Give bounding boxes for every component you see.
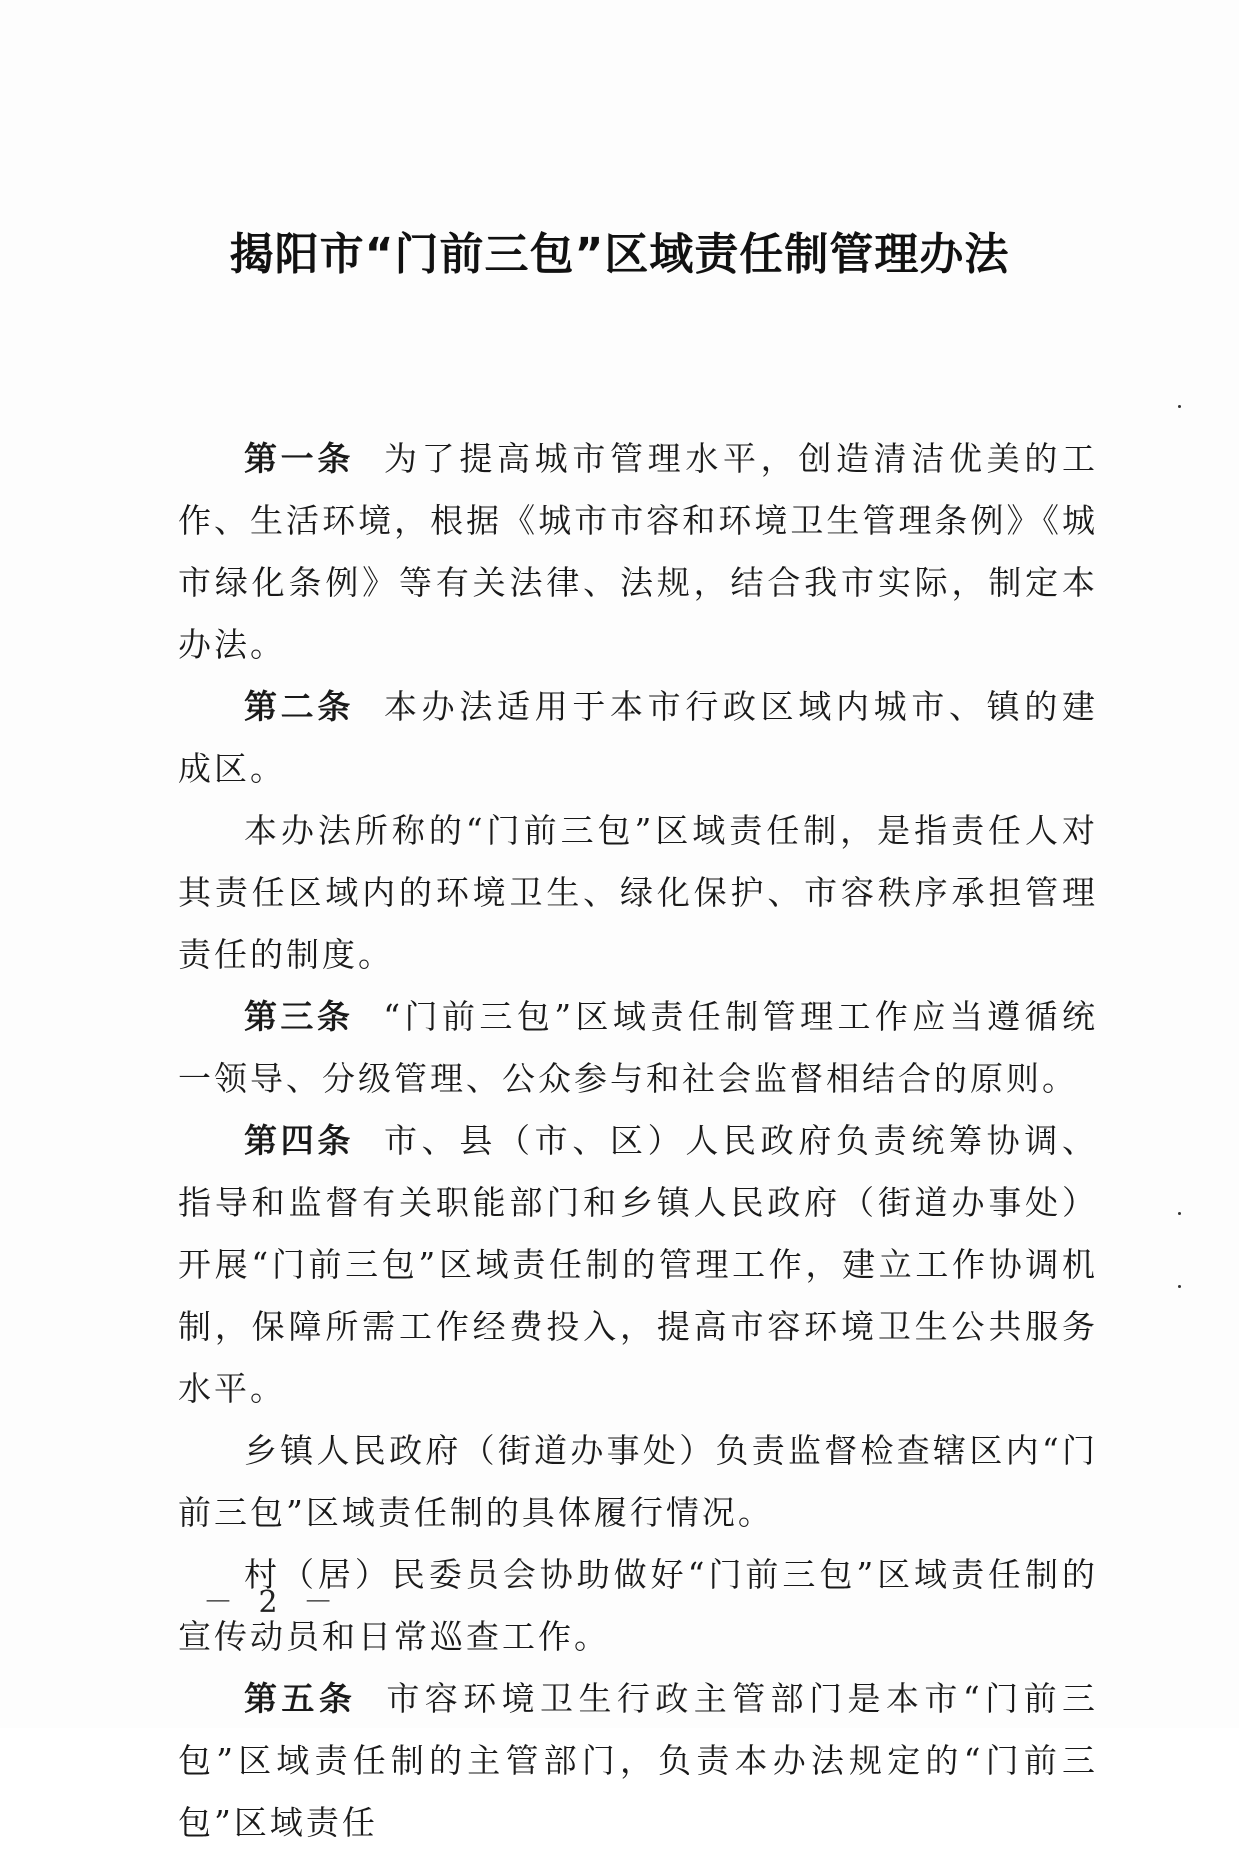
scan-speck: [1178, 405, 1181, 408]
paragraph-text: “门前三包”区域责任制管理工作应当遵循统一领导、分级管理、公众参与和社会监督相结合的原则。: [178, 997, 1098, 1098]
article-label: 第四条: [244, 1121, 354, 1160]
scan-speck: [1178, 1285, 1181, 1288]
paragraph-article-2: [178, 676, 1098, 800]
paragraph-text: 本办法所称的“门前三包”区域责任制，是指责任人对其责任区域内的环境卫生、绿化保护、市容秩序承担管理责任的制度。: [178, 811, 1098, 974]
document-body: [178, 428, 1098, 1854]
article-label: 第一条: [244, 439, 354, 478]
paragraph-text: 市、县（市、区）人民政府负责统筹协调、指导和监督有关职能部门和乡镇人民政府（街道办事处）开展“门前三包”区域责任制的管理工作，建立工作协调机制，保障所需工作经费投入，提高市容环境卫生公共服务水平。: [178, 1121, 1098, 1408]
article-label: 第五条: [244, 1679, 357, 1718]
article-label: 第二条: [244, 687, 354, 726]
paragraph-article-3: [178, 986, 1098, 1110]
paragraph-article-2-definition: [178, 800, 1098, 986]
scan-speck: [1178, 1212, 1181, 1215]
article-label: 第三条: [244, 997, 354, 1036]
paragraph-text: 市容环境卫生行政主管部门是本市“门前三包”区域责任制的主管部门，负责本办法规定的“门前三包”区域责任: [178, 1679, 1099, 1842]
paragraph-text: 村（居）民委员会协助做好“门前三包”区域责任制的宣传动员和日常巡查工作。: [178, 1555, 1098, 1656]
paragraph-article-4: [178, 1110, 1098, 1420]
paragraph-text: 本办法适用于本市行政区域内城市、镇的建成区。: [178, 687, 1098, 788]
paragraph-article-5: [178, 1668, 1098, 1854]
paragraph-text: 为了提高城市管理水平，创造清洁优美的工作、生活环境，根据《城市市容和环境卫生管理条例》《城市绿化条例》等有关法律、法规，结合我市实际，制定本办法。: [178, 439, 1098, 664]
paragraph-article-1: [178, 428, 1098, 676]
paragraph-article-4-township: [178, 1420, 1098, 1544]
document-title: 揭阳市“门前三包”区域责任制管理办法: [229, 229, 1010, 280]
paragraph-text: 乡镇人民政府（街道办事处）负责监督检查辖区内“门前三包”区域责任制的具体履行情况。: [178, 1431, 1098, 1532]
page-number: － 2 －: [203, 1585, 342, 1620]
